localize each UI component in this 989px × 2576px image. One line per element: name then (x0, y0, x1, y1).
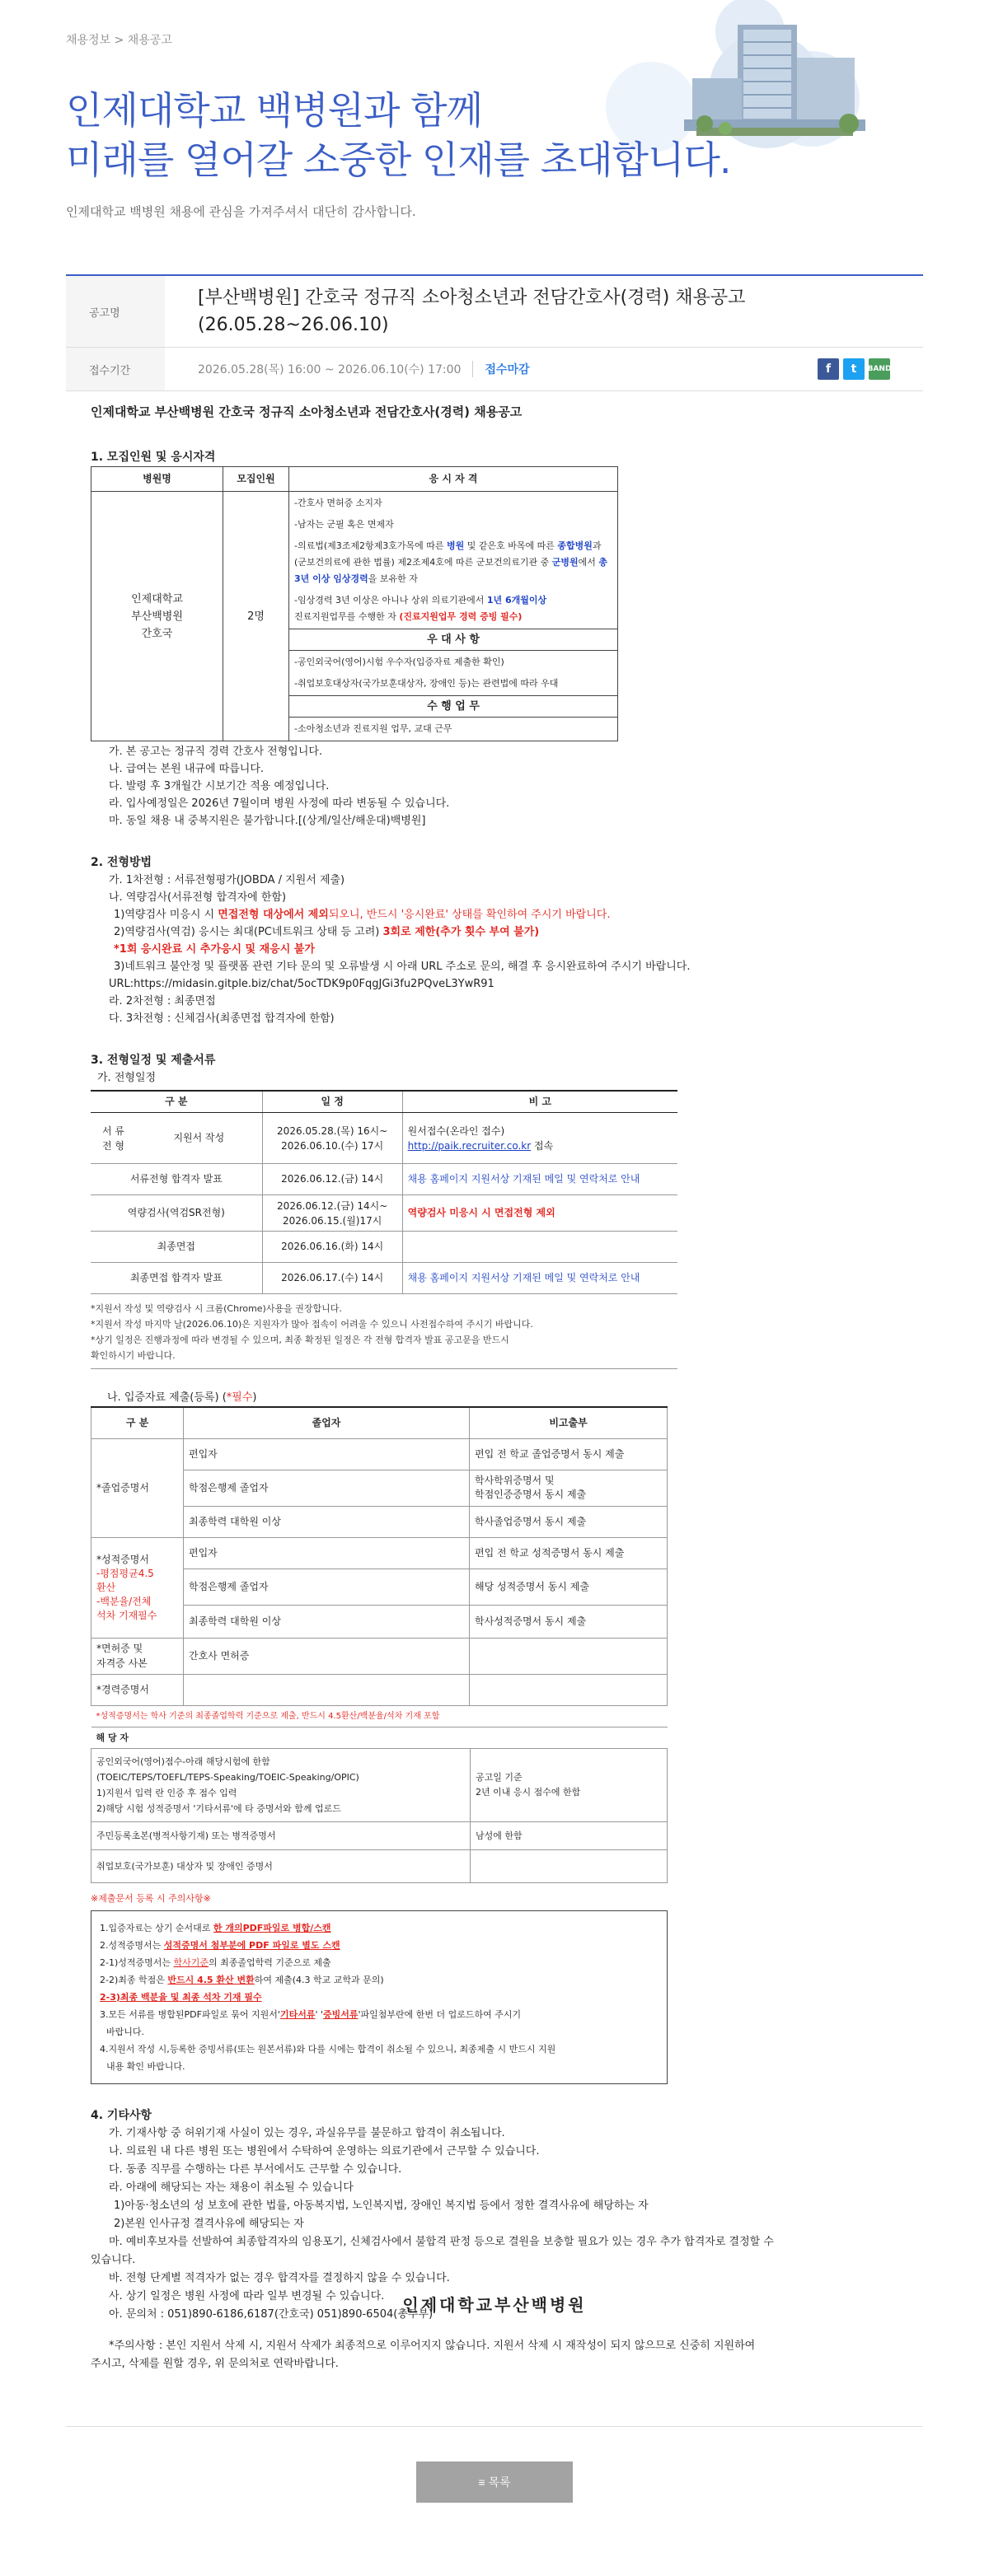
eligibility-table (91, 466, 618, 741)
schedule-col-note: 비 고 (402, 1091, 677, 1113)
transcript-graduate: 최종학력 대학원 이상 (184, 1605, 470, 1638)
docs-col-category: 구 분 (91, 1407, 184, 1438)
share-buttons (818, 358, 890, 380)
preference-cell (289, 651, 618, 696)
recruiter-link[interactable]: http://paik.recruiter.co.kr (407, 1139, 532, 1152)
license-label: *면허증 및 자격증 사본 (91, 1638, 184, 1674)
applicable-heading: 해 당 자 (96, 1732, 129, 1743)
docs-col-grad: 졸업자 (184, 1407, 470, 1438)
caution-box: 1.입증자료는 상기 순서대로 한 개의PDF파일로 병합/스캔 2.성적증명서는 성적증명서 첨부분에 PDF 파일로 별도 스캔 2-1)성적증명서는 학사기준의 최종졸업학력 기준으로 제출 2-2)최종 학점은 반드시 4.5 환산 변환하여 제출(4.3 학교 교학과 문의) 2-3)최종 백분율 및 최종 석차 기재 필수 3.모든 서류를 병합된PDF파일로 묶어 지원서'기타서류' '증빙서류'파일첨부란에 한번 더 업로드하여 주시기 바랍니다. 4.지원서 작성 시,등록한 증빙서류(또는 원본서류)와 다를 시에는 합격이 취소될 수 있으니, 최종제출 시 반드시 지원 내용 확인 바랍니다. (91, 1910, 668, 2084)
hospital-cell (91, 492, 223, 741)
schedule-subheading: 가. 전형일정 (97, 1072, 157, 1084)
military-record-note: 남성에 한함 (471, 1821, 668, 1849)
diploma-transfer-note: 편입 전 학교 졸업증명서 동시 제출 (470, 1438, 668, 1470)
schedule-row5-name: 최종면접 합격자 발표 (91, 1263, 262, 1294)
hero-title-line1: 인제대학교 백병원과 함께 (66, 88, 483, 133)
aptitude-rule-2: 2)역량검사(역검) 응시는 최대(PC네트워크 상태 등 고려) 3회로 제한(추가 횟수 부여 불가) (114, 926, 540, 938)
step-3: 다. 3차전형 : 신체검사(최종면접 합격자에 한함) (109, 1012, 335, 1025)
license-value: 간호사 면허증 (184, 1638, 470, 1674)
caution-heading: ※제출문서 등록 시 주의사항※ (91, 1892, 211, 1904)
support-url[interactable]: URL:https://midasin.gitple.biz/chat/5ocTDK9p0FqgJGi3fu2PQveL3YwR91 (109, 978, 494, 990)
lang-score-item: 공인외국어(영어)점수-아래 해당시험에 한함 (TOEIC/TEPS/TOEFL/TEPS-Speaking/TOEIC-Speaking/OPIC) 1)지원서 입력 란 인증 후 점수 입력 2)해당 시험 성적증명서 '기타서류'에 타 증명서와 함께 업로드 (91, 1748, 471, 1821)
page (66, 0, 923, 2576)
col-qualification: 응 시 자 격 (289, 467, 618, 492)
col-count: 모집인원 (223, 467, 289, 492)
transcript-credit-bank-note: 해당 성적증명서 동시 제출 (470, 1569, 668, 1605)
section-2-heading: 2. 전형방법 (91, 856, 152, 869)
breadcrumb-separator: > (114, 34, 124, 47)
section-1-notes (91, 743, 898, 830)
twitter-icon[interactable]: t (843, 358, 865, 380)
note-c: 다. 발령 후 3개월간 시보기간 적용 예정입니다. (109, 780, 330, 792)
hospital-line2: 부산백병원 (131, 610, 183, 623)
license-note (470, 1638, 668, 1674)
schedule-row3-name: 역량검사(역검SR전형) (91, 1195, 262, 1232)
hero-subtitle: 인제대학교 백병원 채용에 관심을 가져주셔서 대단히 감사합니다. (66, 204, 416, 219)
career-label: *경력증명서 (91, 1674, 184, 1705)
document-title: 인제대학교 부산백병원 간호국 정규직 소아청소년과 전담간호사(경력) 채용공고 (91, 404, 523, 419)
facebook-icon[interactable]: f (818, 358, 839, 380)
schedule-row3-date: 2026.06.12.(금) 14시~ 2026.06.15.(월)17시 (262, 1195, 402, 1232)
section-4-heading: 4. 기타사항 (91, 2108, 152, 2122)
schedule-table (91, 1090, 677, 1294)
posting-period (165, 348, 923, 390)
schedule-col-category: 구 분 (91, 1091, 262, 1113)
transcript-warning: *성적증명서는 학사 기준의 최종졸업학력 기준으로 제출, 반드시 4.5환산/백분율/석차 기재 포함 (91, 1705, 668, 1727)
military-record-item: 주민등록초본(병적사항기재) 또는 병적증명서 (91, 1821, 471, 1849)
posting-title-row (66, 276, 923, 348)
section-4-cont: 있습니다. (91, 2253, 136, 2266)
schedule-group: 서 류 전 형 (91, 1113, 136, 1164)
documents-table (91, 1406, 668, 1727)
schedule-row4-note (402, 1232, 677, 1263)
schedule-row2-note: 채용 홈페이지 지원서상 기재된 메일 및 연락처로 안내 (402, 1164, 677, 1195)
note-a: 가. 본 공고는 정규직 경력 간호사 전형입니다. (109, 746, 323, 758)
diploma-credit-bank-note: 학사학위증명서 및 학점인증증명서 동시 제출 (470, 1470, 668, 1506)
docs-col-note: 비고출부 (470, 1407, 668, 1438)
aptitude-rule-3: *1회 응시완료 시 추가응시 및 재응시 불가 (114, 943, 315, 956)
optional-documents-table (91, 1727, 668, 1883)
diploma-credit-bank: 학점은행제 졸업자 (184, 1470, 470, 1506)
posting-period-label: 접수기간 (66, 348, 165, 390)
preference-2: -취업보호대상자(국가보훈대상자, 장애인 등)는 관련법에 따라 우대 (294, 678, 559, 689)
duty-heading: 수 행 업 무 (289, 696, 618, 718)
qualification-2: -남자는 군필 혹은 면제자 (294, 519, 394, 530)
schedule-row1-note: 원서접수(온라인 접수) http://paik.recruiter.co.kr 접속 (402, 1113, 677, 1164)
schedule-row1-name: 지원서 작성 (136, 1113, 262, 1164)
posting-title-line2: (26.05.28~26.06.10) (198, 315, 389, 335)
status-badge: 접수마감 (472, 361, 529, 377)
col-hospital: 병원명 (91, 467, 223, 492)
section-4-body-2: 바. 전형 단계별 적격자가 없는 경우 합격자를 결정하지 않을 수 있습니다. 사. 상기 일정은 병원 사정에 따라 일부 변경될 수 있습니다. 아. 문의처 : 051)890-6186,6187(간호국) 051)890-6504(총무부) (109, 2271, 450, 2321)
schedule-row1-date: 2026.05.28.(목) 16시~ 2026.06.10.(수) 17시 (262, 1113, 402, 1164)
hero-title-line2: 미래를 열어갈 소중한 인재를 초대합니다. (66, 138, 731, 182)
diploma-graduate-note: 학사졸업증명서 동시 제출 (470, 1506, 668, 1537)
preference-heading: 우 대 사 항 (289, 629, 618, 651)
transcript-transfer: 편입자 (184, 1537, 470, 1569)
transcript-credit-bank: 학점은행제 졸업자 (184, 1569, 470, 1605)
breadcrumb-current: 채용공고 (127, 34, 172, 47)
posting-title-line1: [부산백병원] 간호국 정규직 소아청소년과 전담간호사(경력) 채용공고 (198, 288, 746, 308)
career-note (470, 1674, 668, 1705)
divider (66, 2426, 923, 2427)
posting-body (91, 404, 898, 2373)
hospital-line1: 인제대학교 (131, 592, 183, 605)
diploma-transfer: 편입자 (184, 1438, 470, 1470)
schedule-row4-date: 2026.06.16.(화) 14시 (262, 1232, 402, 1263)
list-button[interactable]: ≡ 목록 (416, 2461, 573, 2503)
duty-cell: -소아청소년과 진료지원 업무, 교대 근무 (289, 718, 618, 741)
schedule-row3-note: 역량검사 미응시 시 면접전형 제외 (402, 1195, 677, 1232)
step-2: 라. 2차전형 : 최종면접 (109, 995, 216, 1007)
delete-notice: *주의사항 : 본인 지원서 삭제 시, 지원서 삭제가 최종적으로 이루어지지 않습니다. 지원서 삭제 시 재작성이 되지 않으므로 신중히 지원하여 주시고, 삭제를 원할 경우, 위 문의처로 연락바랍니다. (91, 2339, 756, 2370)
aptitude-rule-4: 3)네트워크 불안정 및 플랫폼 관련 기타 문의 및 오류발생 시 아래 URL 주소로 문의, 해결 후 응시완료하여 주시기 바랍니다. (114, 961, 691, 973)
qualification-1: -간호사 면허증 소지자 (294, 498, 382, 508)
hospital-signature: 인제대학교부산백병원 (402, 2295, 587, 2315)
qualification-cell (289, 492, 618, 629)
schedule-row4-name: 최종면접 (91, 1232, 262, 1263)
posting-period-row (66, 348, 923, 391)
schedule-col-date: 일 정 (262, 1091, 402, 1113)
transcript-transfer-note: 편입 전 학교 성적증명서 동시 제출 (470, 1537, 668, 1569)
step-aptitude: 나. 역량검사(서류전형 합격자에 한함) (109, 891, 287, 904)
breadcrumb (66, 31, 172, 48)
lang-score-note: 공고일 기준 2년 이내 응시 점수에 한함 (471, 1748, 668, 1821)
step-1: 가. 1차전형 : 서류전형평가(JOBDA / 지원서 제출) (109, 874, 345, 886)
schedule-row5-date: 2026.06.17.(수) 14시 (262, 1263, 402, 1294)
veteran-item: 취업보호(국가보훈) 대상자 및 장애인 증명서 (91, 1849, 471, 1882)
hospital-line3: 간호국 (141, 627, 173, 640)
posting-period-value: 2026.05.28(목) 16:00 ~ 2026.06.10(수) 17:00 (198, 363, 462, 376)
section-4-body: 가. 기재사항 중 허위기재 사실이 있는 경우, 과실유무를 불문하고 합격이 취소됩니다. 나. 의료원 내 다른 병원 또는 병원에서 수탁하여 운영하는 의료기관에서 근무할 수 있습니다. 다. 동종 직무를 수행하는 다른 부서에서도 근무할 수 있습니다. 라. 아래에 해당되는 자는 채용이 취소될 수 있습니다 1)아동·청소년의 성 보호에 관한 법률, 아동복지법, 노인복지법, 장애인 복지법 등에서 정한 결격사유에 해당하는 자 2)본원 인사규정 결격사유에 해당되는 자 마. 예비후보자를 선발하여 최종합격자의 임용포기, 신체검사에서 불합격 판정 등으로 결원을 보충할 필요가 있는 경우 추가 합격자로 결정할 수 (109, 2126, 774, 2248)
qualification-3: -의료법(제3조제2항제3호가목에 따른 병원 및 같은호 바목에 따른 종합병원과 (군보건의료에 관한 법률) 제2조제4호에 따른 군보건의료기관 중 군병원에서 총 3년 이상 임상경력을 보유한 자 (294, 540, 607, 584)
posting-title (165, 276, 923, 347)
diploma-graduate: 최종학력 대학원 이상 (184, 1506, 470, 1537)
aptitude-rule-1: 1)역량검사 미응시 시 면접전형 대상에서 제외되오니, 반드시 '응시완료' 상태를 확인하여 주시기 바랍니다. (114, 909, 611, 921)
posting-title-label: 공고명 (66, 276, 165, 347)
note-e: 마. 동일 채용 내 중복지원은 불가합니다.[(상계/일산/해운대)백병원] (109, 815, 426, 827)
transcript-label: *성적증명서 -평점평균4.5 환산 -백분율/전체 석차 기재필수 (91, 1537, 184, 1638)
career-value (184, 1674, 470, 1705)
count-cell: 2명 (223, 492, 289, 741)
schedule-notes: *지원서 작성 및 역량검사 시 크롬(Chrome)사용을 권장합니다. *지원서 작성 마지막 날(2026.06.10)은 지원자가 많아 접속이 어려울 수 있으니 사전접수하여 주시기 바랍니다. *상기 일정은 진행과정에 따라 변경될 수 있으며, 최종 확정된 일정은 각 전형 합격자 발표 공고문을 반드시 확인하시기 바랍니다. (91, 1301, 677, 1369)
transcript-graduate-note: 학사성적증명서 동시 제출 (470, 1605, 668, 1638)
section-3-heading: 3. 전형일정 및 제출서류 (91, 1054, 216, 1067)
schedule-row2-name: 서류전형 합격자 발표 (91, 1164, 262, 1195)
section-2-body (91, 872, 898, 1027)
section-1-heading: 1. 모집인원 및 응시자격 (91, 451, 216, 464)
posting-info-box (66, 274, 923, 391)
veteran-note (471, 1849, 668, 1882)
note-d: 라. 입사예정일은 2026년 7월이며 병원 사정에 따라 변동될 수 있습니다. (109, 797, 450, 810)
breadcrumb-parent[interactable]: 채용정보 (66, 34, 111, 47)
schedule-row5-note: 채용 홈페이지 지원서상 기재된 메일 및 연락처로 안내 (402, 1263, 677, 1294)
band-icon[interactable]: BAND (869, 358, 890, 380)
documents-subheading: 나. 입증자료 제출(등록) (*필수) (107, 1391, 257, 1404)
diploma-label: *졸업증명서 (91, 1438, 184, 1537)
preference-1: -공인외국어(영어)시험 우수자(입증자료 제출한 확인) (294, 657, 504, 667)
qualification-4: -임상경력 3년 이상은 아니나 상위 의료기관에서 1년 6개월이상 진료지원업무를 수행한 자 (진료지원업무 경력 증빙 필수) (294, 595, 547, 622)
schedule-row2-date: 2026.06.12.(금) 14시 (262, 1164, 402, 1195)
note-b: 나. 급여는 본원 내규에 따릅니다. (109, 763, 265, 775)
